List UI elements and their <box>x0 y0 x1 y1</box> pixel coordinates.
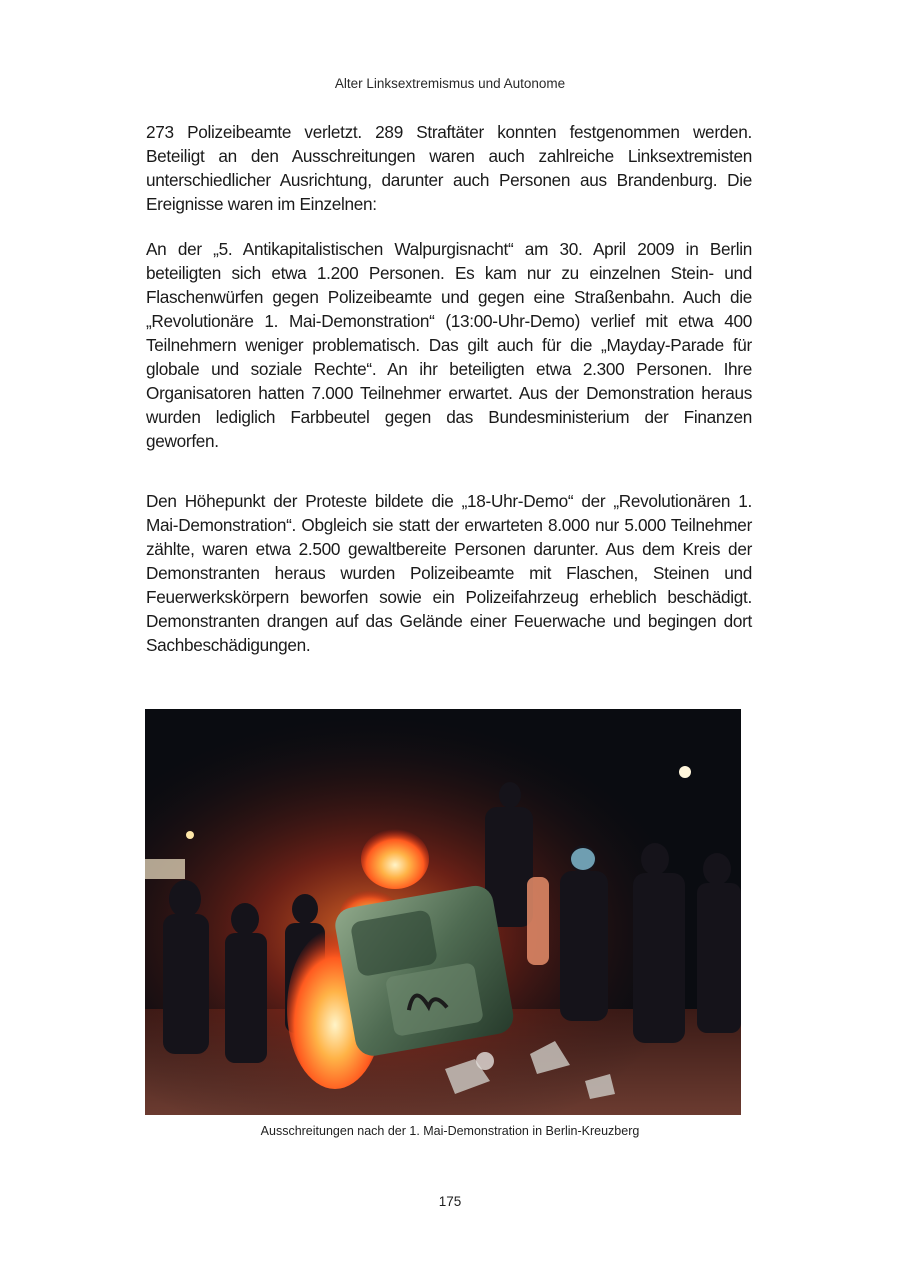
page-number: 175 <box>438 1194 462 1209</box>
riot-photo-illustration <box>145 709 741 1115</box>
running-header: Alter Linksextremismus und Autonome <box>334 76 566 91</box>
paragraph-text: An der „5. Antikapitalistischen Walpurgisnacht“ am 30. April 2009 in Berlin beteiligten sich etwa 1.200 Personen. Es kam nur zu einzelnen Stein- und Flaschenwürfen gegen Polizeibeamte und gegen eine Straßenbahn. Auch die „Revolutionäre 1. Mai-Demonstration“ (13:00-Uhr-Demo) verlief mit etwa 400 Teilnehmern weniger problematisch. Das gilt auch für die „Mayday-Parade für globale und soziale Rechte“. An ihr beteiligten etwa 2.300 Personen. Ihre Organisatoren hatten 7.000 Teilnehmer erwartet. Aus der Demonstration heraus wurden lediglich Farbbeutel gegen das Bundesministerium der Finanzen geworfen. <box>146 239 752 451</box>
paragraph-text: 273 Polizeibeamte verletzt. 289 Straftäter konnten festgenommen werden. Beteiligt an den Ausschreitungen waren auch zahlreiche Linksextremisten unterschiedlicher Ausrichtung, darunter auch Personen aus Brandenburg. Die Ereignisse waren im Einzelnen: <box>146 122 752 214</box>
photo-caption: Ausschreitungen nach der 1. Mai-Demonstration in Berlin-Kreuzberg <box>260 1124 640 1138</box>
paragraph-text: Den Höhepunkt der Proteste bildete die „18-Uhr-Demo“ der „Revolutionären 1. Mai-Demonstration“. Obgleich sie statt der erwarteten 8.000 nur 5.000 Teilnehmer zählte, waren etwa 2.500 gewaltbereite Personen darunter. Aus dem Kreis der Demonstranten heraus wurden Polizeibeamte mit Flaschen, Steinen und Feuerwerkskörpern beworfen sowie ein Polizeifahrzeug erheblich beschädigt. Demonstranten drangen auf das Gelände einer Feuerwache und begingen dort Sachbeschädigungen. <box>146 491 752 655</box>
riot-photo <box>145 709 741 1115</box>
paragraph-1 <box>146 120 752 216</box>
paragraph-3 <box>146 489 752 657</box>
paragraph-2 <box>146 237 752 453</box>
